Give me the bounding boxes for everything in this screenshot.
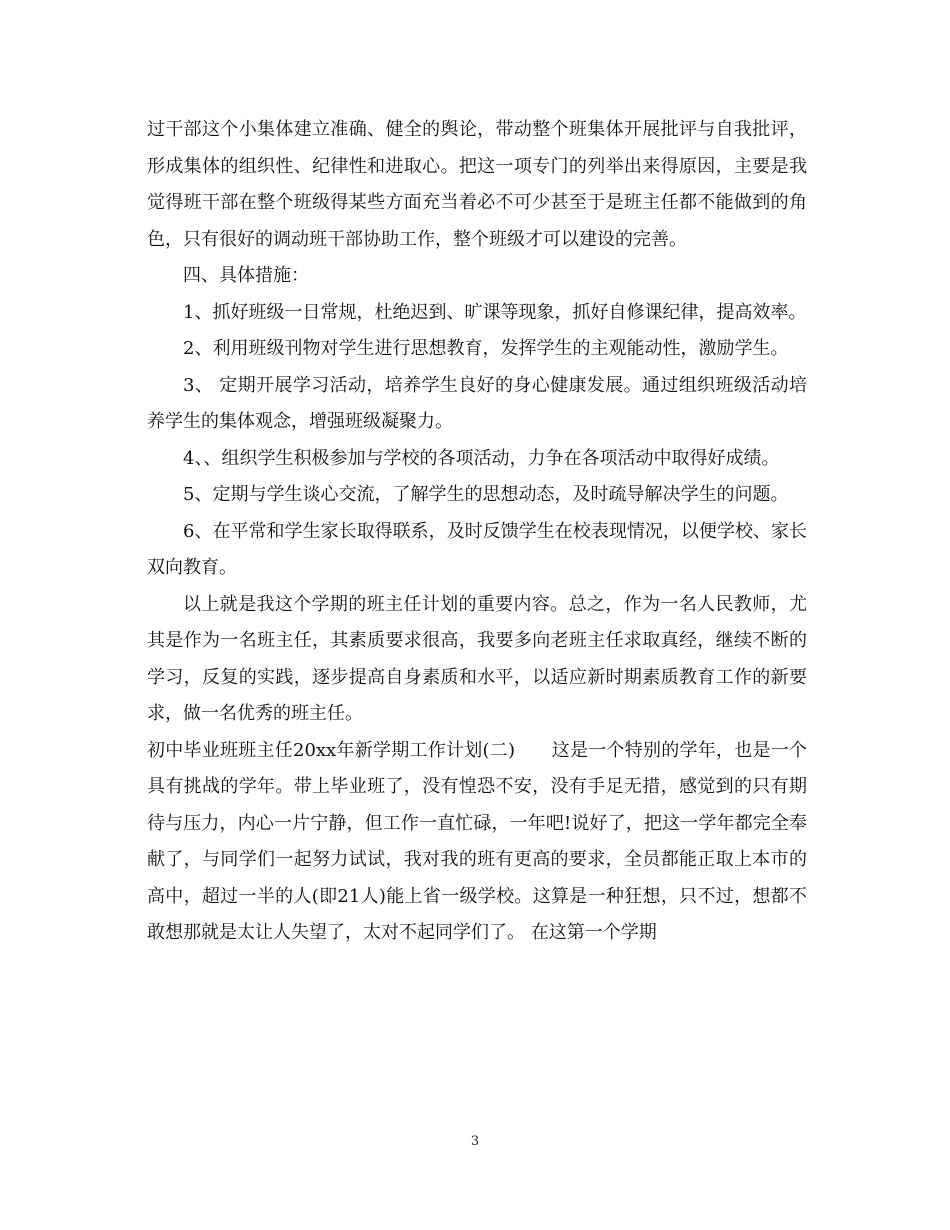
document-body <box>147 112 807 952</box>
measure-item-3: 3、 定期开展学习活动，培养学生良好的身心健康发展。通过组织班级活动培养学生的集体观念，增强班级凝聚力。 <box>147 374 807 432</box>
measure-item-2: 2、利用班级刊物对学生进行思想教育，发挥学生的主观能动性，激励学生。 <box>183 338 789 359</box>
paragraph-plan-two: 初中毕业班班主任20xx年新学期工作计划(二) 这是一个特别的学年，也是一个具有挑战的学年。带上毕业班了，没有惶恐不安，没有手足无措，感觉到的只有期待与压力，内心一片宁静，但工作一直忙碌，一年吧!说好了，把这一学年都完全奉献了，与同学们一起努力试试，我对我的班有更高的要求，全员都能正取上本市的高中，超过一半的人(即21人)能上省一级学校。这算是一种狂想，只不过，想都不敢想那就是太让人失望了，太对不起同学们了。 在这第一个学期 <box>147 739 807 943</box>
measure-item-5: 5、定期与学生谈心交流，了解学生的思想动态，及时疏导解决学生的问题。 <box>183 484 789 505</box>
measure-item-6: 6、在平常和学生家长取得联系，及时反馈学生在校表现情况，以便学校、家长双向教育。 <box>147 520 807 578</box>
paragraph-summary: 以上就是我这个学期的班主任计划的重要内容。总之，作为一名人民教师，尤其是作为一名班主任，其素质要求很高，我要多向老班主任求取真经，继续不断的学习，反复的实践，逐步提高自身素质和水平，以适应新时期素质教育工作的新要求，做一名优秀的班主任。 <box>147 593 807 724</box>
measure-item-1: 1、抓好班级一日常规，杜绝迟到、旷课等现象，抓好自修课纪律，提高效率。 <box>183 301 807 323</box>
measure-item-4: 4、、组织学生积极参加与学校的各项活动，力争在各项活动中取得好成绩。 <box>183 447 780 469</box>
heading-specific-measures: 四、具体措施： <box>183 265 309 286</box>
page-number: 3 <box>470 1134 480 1149</box>
paragraph-class-cadre-opinion: 过干部这个小集体建立准确、健全的舆论，带动整个班集体开展批评与自我批评，形成集体的组织性、纪律性和进取心。把这一项专门的列举出来得原因，主要是我觉得班干部在整个班级得某些方面充当着必不可少甚至于是班主任都不能做到的角色，只有很好的调动班干部协助工作，整个班级才可以建设的完善。 <box>147 119 807 250</box>
